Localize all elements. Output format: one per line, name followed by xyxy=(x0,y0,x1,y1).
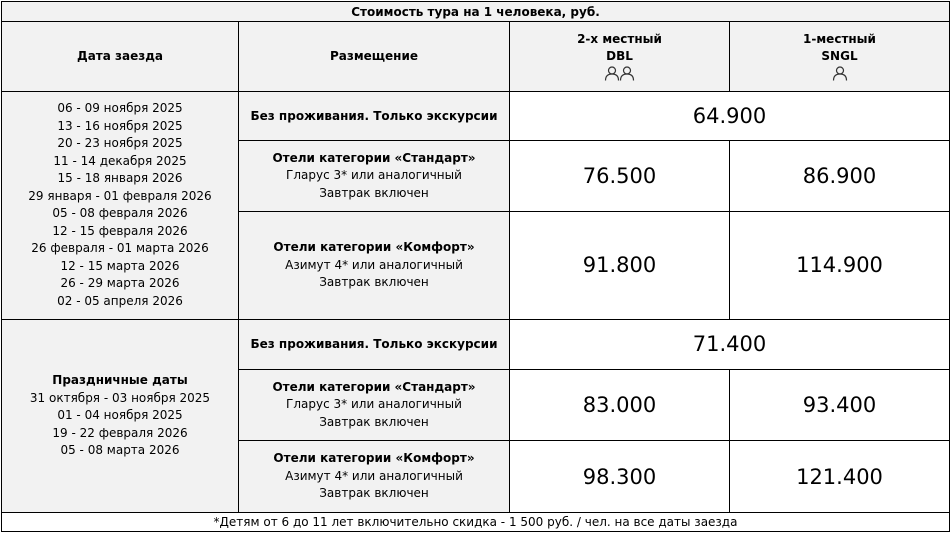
price-sngl: 121.400 xyxy=(730,441,950,512)
hotel-category-title: Отели категории «Комфорт» xyxy=(273,240,475,255)
dbl-header-line1: 2-х местный xyxy=(577,31,662,46)
table-title: Стоимость тура на 1 человека, руб. xyxy=(2,2,950,22)
table-row xyxy=(2,319,950,369)
placement-no-accommodation: Без проживания. Только экскурсии xyxy=(239,91,510,140)
hotel-category-title: Отели категории «Стандарт» xyxy=(272,150,476,165)
price-dbl: 91.800 xyxy=(510,212,730,320)
meal-info: Завтрак включен xyxy=(319,414,429,429)
price-no-accommodation: 71.400 xyxy=(510,319,950,369)
date-item: 12 - 15 февраля 2026 xyxy=(52,223,188,238)
placement-standard xyxy=(239,370,510,441)
footnote: *Детям от 6 до 11 лет включительно скидка - 1 500 руб. / чел. на все даты заезда xyxy=(2,512,950,531)
price-table xyxy=(1,1,950,532)
date-item: 29 января - 01 февраля 2026 xyxy=(28,188,212,203)
sngl-header-line2: SNGL xyxy=(821,49,858,64)
date-item: 05 - 08 февраля 2026 xyxy=(52,206,188,221)
price-dbl: 98.300 xyxy=(510,441,730,512)
hotel-name: Азимут 4* или аналогичный xyxy=(285,468,463,483)
date-item: 31 октября - 03 ноября 2025 xyxy=(29,390,211,405)
date-item: 13 - 16 ноября 2025 xyxy=(57,118,183,133)
sngl-header-line1: 1-местный xyxy=(803,31,876,46)
dbl-header xyxy=(510,22,730,91)
price-sngl: 86.900 xyxy=(730,140,950,211)
dates-cell-regular xyxy=(2,91,239,319)
holiday-heading: Праздничные даты xyxy=(52,373,188,388)
date-item: 11 - 14 декабря 2025 xyxy=(53,153,187,168)
meal-info: Завтрак включен xyxy=(319,185,429,200)
date-item: 01 - 04 ноября 2025 xyxy=(57,408,183,423)
sngl-header xyxy=(730,22,950,91)
date-item: 02 - 05 апреля 2026 xyxy=(57,293,183,308)
person-icon xyxy=(730,66,949,82)
meal-info: Завтрак включен xyxy=(319,486,429,501)
placement-header: Размещение xyxy=(239,22,510,91)
date-item: 20 - 23 ноября 2025 xyxy=(57,136,183,151)
dates-cell-holiday xyxy=(2,319,239,512)
date-header: Дата заезда xyxy=(2,22,239,91)
two-persons-icon xyxy=(510,66,729,82)
table-row xyxy=(2,91,950,140)
date-item: 12 - 15 марта 2026 xyxy=(60,258,180,273)
price-dbl: 83.000 xyxy=(510,370,730,441)
header-row xyxy=(2,22,950,91)
date-item: 05 - 08 марта 2026 xyxy=(60,443,180,458)
date-item: 26 февраля - 01 марта 2026 xyxy=(31,241,209,256)
price-no-accommodation: 64.900 xyxy=(510,91,950,140)
placement-comfort xyxy=(239,441,510,512)
hotel-name: Гларус 3* или аналогичный xyxy=(286,168,462,183)
date-item: 19 - 22 февраля 2026 xyxy=(52,425,188,440)
hotel-name: Гларус 3* или аналогичный xyxy=(286,397,462,412)
placement-no-accommodation: Без проживания. Только экскурсии xyxy=(239,319,510,369)
hotel-name: Азимут 4* или аналогичный xyxy=(285,257,463,272)
price-sngl: 93.400 xyxy=(730,370,950,441)
placement-standard xyxy=(239,140,510,211)
hotel-category-title: Отели категории «Комфорт» xyxy=(273,451,475,466)
date-item: 06 - 09 ноября 2025 xyxy=(57,101,183,116)
placement-comfort xyxy=(239,212,510,320)
price-sngl: 114.900 xyxy=(730,212,950,320)
date-item: 15 - 18 января 2026 xyxy=(57,171,183,186)
meal-info: Завтрак включен xyxy=(319,275,429,290)
hotel-category-title: Отели категории «Стандарт» xyxy=(272,379,476,394)
footnote-row xyxy=(2,512,950,531)
date-item: 26 - 29 марта 2026 xyxy=(60,276,180,291)
price-dbl: 76.500 xyxy=(510,140,730,211)
title-row xyxy=(2,2,950,22)
dbl-header-line2: DBL xyxy=(606,49,633,64)
